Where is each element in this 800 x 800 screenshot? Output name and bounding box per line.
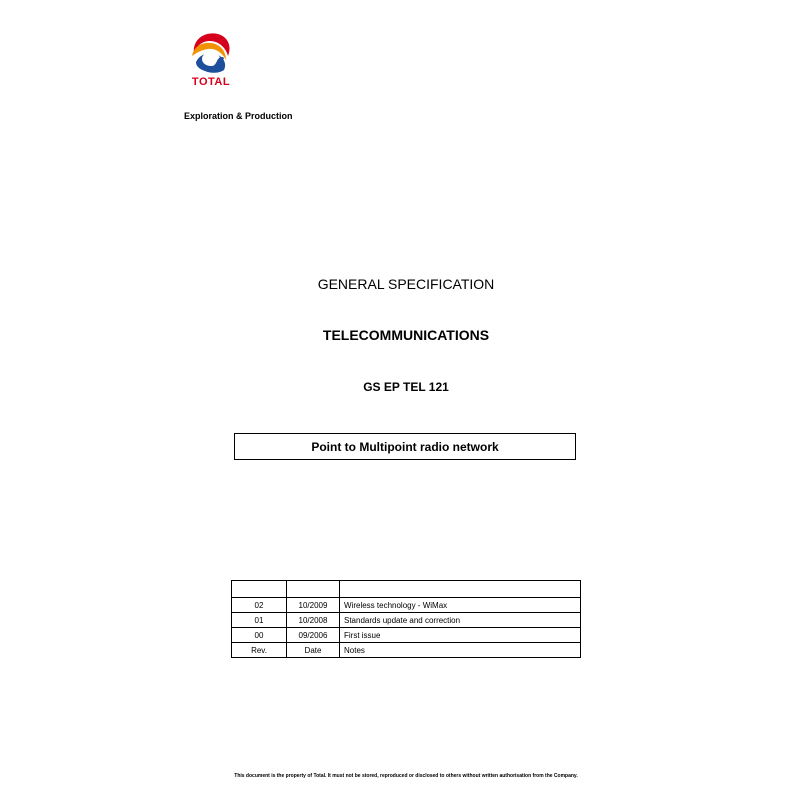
- document-title: Point to Multipoint radio network: [311, 440, 499, 454]
- document-title-box: [234, 433, 576, 460]
- rev-header: Rev.: [232, 643, 287, 658]
- date-header: Date: [287, 643, 340, 658]
- document-type: GENERAL SPECIFICATION: [317, 276, 495, 292]
- notes-cell: First issue: [340, 628, 581, 643]
- table-cell: [232, 581, 287, 598]
- revision-table: [231, 580, 581, 658]
- notes-header: Notes: [340, 643, 581, 658]
- table-row: [232, 628, 581, 643]
- table-row: [232, 598, 581, 613]
- table-cell: [287, 581, 340, 598]
- table-row: [232, 613, 581, 628]
- table-header-row: [232, 643, 581, 658]
- date-cell: 10/2008: [287, 613, 340, 628]
- document-code: GS EP TEL 121: [363, 380, 449, 394]
- division-label: Exploration & Production: [184, 111, 293, 121]
- total-globe-icon: [186, 28, 236, 76]
- rev-cell: 02: [232, 598, 287, 613]
- table-cell: [340, 581, 581, 598]
- footer-note: This document is the property of Total. It must not be stored, reproduced or disclosed to others without written authorisation from the Company.: [234, 773, 578, 779]
- notes-cell: Wireless technology - WiMax: [340, 598, 581, 613]
- table-row: [232, 581, 581, 598]
- logo-wordmark: TOTAL: [191, 76, 231, 88]
- notes-cell: Standards update and correction: [340, 613, 581, 628]
- document-subject: TELECOMMUNICATIONS: [322, 327, 490, 343]
- company-logo: [186, 28, 236, 92]
- date-cell: 09/2006: [287, 628, 340, 643]
- rev-cell: 00: [232, 628, 287, 643]
- date-cell: 10/2009: [287, 598, 340, 613]
- rev-cell: 01: [232, 613, 287, 628]
